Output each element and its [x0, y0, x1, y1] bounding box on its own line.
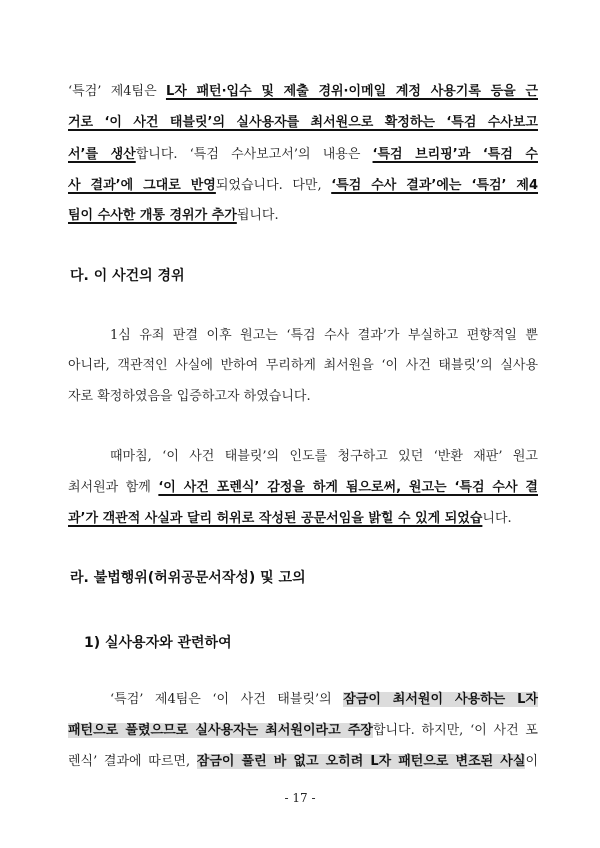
- para3-line2: 최서원과 함께 ‘이 사건 포렌식’ 감정을 하게 됨으로써, 원고는 ‘특검 수사 결: [68, 480, 538, 495]
- page-number: - 17 -: [284, 791, 316, 805]
- section-heading-ra: 라. 불법행위(허위공문서작성) 및 고의: [70, 570, 306, 586]
- para1-line5: 팀이 수사한 개통 경위가 추가됩니다.: [68, 208, 279, 223]
- section-heading-da: 다. 이 사건의 경위: [70, 268, 185, 284]
- para1-line2: [68, 113, 538, 133]
- para1-line3: 서’를 생산합니다. ‘특검 수사보고서’의 내용은 ‘특검 브리핑’과 ‘특검 수: [68, 147, 538, 162]
- highlighted-text: 잠금이 풀린 바 없고 오히려 L자 패턴으로 변조된 사실: [196, 754, 526, 769]
- highlighted-text: 패턴으로 풀렸으므로 실사용자는 최서원이라고 주장: [68, 723, 373, 738]
- para2-line3: 자로 확정하였음을 입증하고자 하였습니다.: [68, 389, 311, 404]
- para2-line2: 아니라, 객관적인 사실에 반하여 무리하게 최서원을 ‘이 사건 태블릿’의 실사용: [68, 358, 538, 373]
- para1-line1: ‘특검’ 제4팀은 L자 패턴·입수 및 제출 경위·이메일 계정 사용기록 등을 근: [68, 84, 538, 99]
- bold-underlined-text: 거로 ‘이 사건 태블릿’의 실사용자를 최서원으로 확정하는 ‘특검 수사보고: [68, 115, 538, 130]
- subsection-heading-1: 1) 실사용자와 관련하여: [84, 635, 232, 651]
- para3-line3: 과’가 객관적 사실과 달리 허위로 작성된 공문서임을 밝힐 수 있게 되었습니다.: [68, 511, 512, 526]
- para4-line3: 렌식’ 결과에 따르면, 잠금이 풀린 바 없고 오히려 L자 패턴으로 변조된 사실이: [68, 754, 538, 769]
- para1-line4: 사 결과’에 그대로 반영되었습니다. 다만, ‘특검 수사 결과’에는 ‘특검’ 제4: [68, 178, 539, 193]
- para4-line2: 패턴으로 풀렸으므로 실사용자는 최서원이라고 주장합니다. 하지만, ‘이 사건 포: [68, 723, 538, 738]
- bold-underlined-text: L자 패턴·입수 및 제출 경위·이메일 계정 사용기록 등을 근: [165, 84, 538, 99]
- para3-line1: 때마침, ‘이 사건 태블릿’의 인도를 청구하고 있던 ‘반환 재판’ 원고: [110, 449, 538, 464]
- para4-line1: ‘특검’ 제4팀은 ‘이 사건 태블릿’의 잠금이 최서원이 사용하는 L자: [110, 692, 538, 707]
- highlighted-text: 잠금이 최서원이 사용하는 L자: [343, 692, 538, 707]
- para2-line1: 1심 유죄 판결 이후 원고는 ‘특검 수사 결과’가 부실하고 편향적일 뿐: [110, 328, 538, 343]
